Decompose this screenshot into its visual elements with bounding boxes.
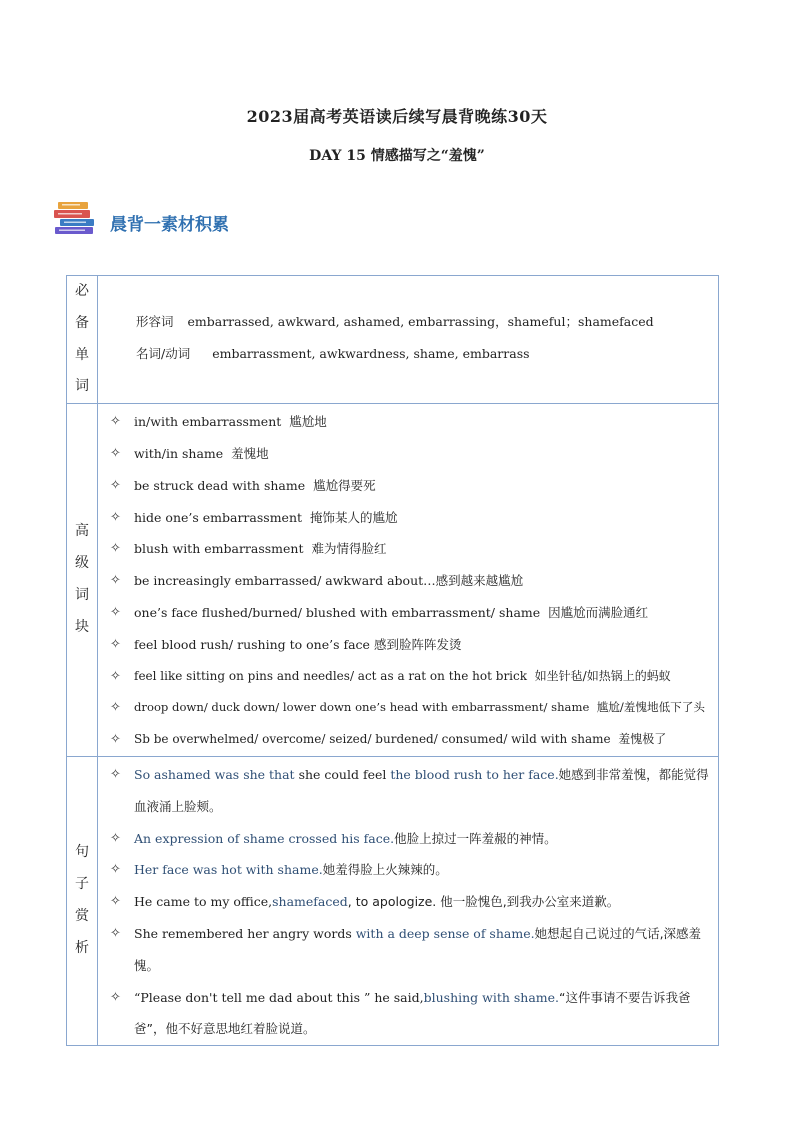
list-item: ✧ hide one’s embarrassment 掩饰某人的尴尬 xyxy=(110,502,718,534)
list-item: ✧ blush with embarrassment 难为情得脸红 xyxy=(110,533,718,565)
list-item: ✧ be increasingly embarrassed/ awkward about…感到越来越尴尬 xyxy=(110,565,718,597)
vocab-line: 形容词 embarrassed, awkward, ashamed, embarrassing，shameful；shamefaced xyxy=(136,314,654,329)
section-label: 晨背一素材积累 xyxy=(110,215,229,235)
vocab-content xyxy=(98,276,719,404)
list-item: ✧ An expression of shame crossed his face.他脸上掠过一阵羞赧的神情。 xyxy=(110,823,718,855)
sparkle-icon: ✧ xyxy=(110,766,121,782)
list-item: ✧ feel like sitting on pins and needles/ act as a rat on the hot brick 如坐针毡/如热锅上的蚂蚁 xyxy=(110,661,718,693)
sparkle-icon: ✧ xyxy=(110,862,121,878)
vocab-line: 名词/动词 embarrassment, awkwardness, shame, embarrass xyxy=(136,346,530,361)
list-item: ✧ droop down/ duck down/ lower down one’s head with embarrassment/ shame 尴尬/羞愧地低下了头 xyxy=(110,692,718,724)
material-table xyxy=(66,275,719,1046)
sparkle-icon: ✧ xyxy=(110,894,121,910)
sparkle-icon: ✧ xyxy=(110,509,121,525)
sparkle-icon: ✧ xyxy=(110,668,121,684)
list-item: ✧ one’s face flushed/burned/ blushed with embarrassment/ shame 因尴尬而满脸通红 xyxy=(110,597,718,629)
section-header xyxy=(52,200,352,240)
vocab-label: 必 备 单 词 xyxy=(67,276,98,404)
sparkle-icon: ✧ xyxy=(110,830,121,846)
list-item: ✧ “Please don't tell me dad about this ” he said,blushing with shame.“这件事请不要告诉我爸爸”，他不好意思地红着脸说道。 xyxy=(110,982,718,1046)
phrases-row xyxy=(67,404,719,757)
sentences-content xyxy=(98,756,719,1045)
sentences-label: 句 子 赏 析 xyxy=(67,756,98,1045)
sparkle-icon: ✧ xyxy=(110,477,121,493)
list-item: ✧ He came to my office,shamefaced, to apologize. 他一脸愧色,到我办公室来道歉。 xyxy=(110,886,718,918)
vocab-row xyxy=(67,276,719,404)
document-title: 2023届高考英语读后续写晨背晚练30天 xyxy=(246,107,548,126)
sparkle-icon: ✧ xyxy=(110,573,121,589)
phrases-label: 高 级 词 块 xyxy=(67,404,98,757)
list-item: ✧ in/with embarrassment 尴尬地 xyxy=(110,406,718,438)
list-item: ✧ feel blood rush/ rushing to one’s face 感到脸阵阵发烫 xyxy=(110,629,718,661)
sparkle-icon: ✧ xyxy=(110,925,121,941)
sparkle-icon: ✧ xyxy=(110,541,121,557)
books-icon xyxy=(52,200,98,236)
sparkle-icon: ✧ xyxy=(110,732,121,748)
document-subtitle: DAY 15 情感描写之“羞愧” xyxy=(309,148,485,164)
list-item: ✧ Sb be overwhelmed/ overcome/ seized/ burdened/ consumed/ wild with shame 羞愧极了 xyxy=(110,724,718,756)
sparkle-icon: ✧ xyxy=(110,445,121,461)
list-item: ✧ So ashamed was she that she could feel the blood rush to her face.她感到非常羞愧，都能觉得血液涌上脸颊。 xyxy=(110,759,718,823)
phrases-content xyxy=(98,404,719,757)
list-item: ✧ with/in shame 羞愧地 xyxy=(110,438,718,470)
sparkle-icon: ✧ xyxy=(110,989,121,1005)
list-item: ✧ Her face was hot with shame.她羞得脸上火辣辣的。 xyxy=(110,854,718,886)
list-item: ✧ She remembered her angry words with a deep sense of shame.她想起自己说过的气话,深感羞愧。 xyxy=(110,918,718,982)
sparkle-icon: ✧ xyxy=(110,700,121,716)
list-item: ✧ be struck dead with shame 尴尬得要死 xyxy=(110,470,718,502)
sparkle-icon: ✧ xyxy=(110,414,121,430)
sparkle-icon: ✧ xyxy=(110,604,121,620)
sparkle-icon: ✧ xyxy=(110,636,121,652)
sentences-row xyxy=(67,756,719,1045)
